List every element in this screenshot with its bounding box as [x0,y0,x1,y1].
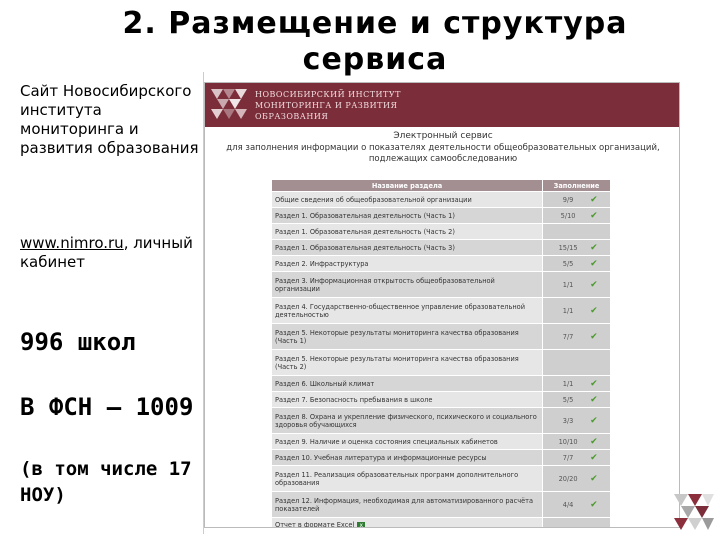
check-icon: ✔ [590,258,598,269]
check-icon: ✔ [590,452,598,463]
table-row[interactable] [272,192,611,208]
table-row[interactable] [272,350,611,376]
check-icon: ✔ [590,415,598,426]
table-row[interactable] [272,224,611,240]
table-row[interactable] [272,240,611,256]
slide-title: 2. Размещение и структура сервиса [122,6,628,77]
site-description: Сайт Новосибирского института мониторинга и развития образования [20,82,199,157]
section-name[interactable]: Раздел 12. Информация, необходимая для автоматизированного расчёта показателей [272,492,543,518]
org-name-line: ОБРАЗОВАНИЯ [255,112,329,121]
table-row[interactable] [272,392,611,408]
section-name[interactable]: Раздел 1. Образовательная деятельность (Часть 2) [272,224,543,240]
check-icon: ✔ [590,473,598,484]
check-icon: ✔ [590,279,598,290]
section-progress [543,192,611,208]
progress-value: 9/9 [562,195,574,204]
table-row[interactable] [272,298,611,324]
section-progress [543,492,611,518]
table-row[interactable] [272,450,611,466]
section-name[interactable]: Раздел 1. Образовательная деятельность (Часть 3) [272,240,543,256]
check-icon: ✔ [590,499,598,510]
section-name[interactable]: Раздел 9. Наличие и оценка состояния специальных кабинетов [272,434,543,450]
section-progress [543,408,611,434]
check-icon: ✔ [590,305,598,316]
check-icon: ✔ [590,194,598,205]
service-subtitle-line: для заполнения информации о показателях деятельности общеобразовательных организаций, [226,143,660,153]
progress-value: 5/5 [562,259,574,268]
section-name[interactable]: Раздел 1. Образовательная деятельность (Часть 1) [272,208,543,224]
section-name[interactable]: Раздел 2. Инфраструктура [272,256,543,272]
export-row [272,518,611,529]
section-progress [543,392,611,408]
table-row[interactable] [272,466,611,492]
table-row[interactable] [272,256,611,272]
table-row[interactable] [272,492,611,518]
schools-count: 996 школ [20,328,136,356]
link-suffix: , личный кабинет [20,234,193,271]
column-header-name: Название раздела [272,180,543,192]
progress-value: 15/15 [558,243,578,252]
section-progress [543,256,611,272]
section-progress [543,272,611,298]
site-link-block [20,234,200,272]
service-screenshot [204,82,680,528]
nou-note: (в том числе 17 НОУ) [20,458,192,506]
corner-logo-icon [672,490,716,536]
check-icon: ✔ [590,378,598,389]
check-icon: ✔ [590,331,598,342]
sections-table-body [272,192,611,529]
section-progress [543,350,611,376]
table-row[interactable] [272,408,611,434]
section-name[interactable]: Раздел 5. Некоторые результаты мониторинга качества образования (Часть 2) [272,350,543,376]
section-name[interactable]: Общие сведения об общеобразовательной организации [272,192,543,208]
check-icon: ✔ [590,394,598,405]
table-row[interactable] [272,376,611,392]
export-cell [272,518,543,529]
table-row[interactable] [272,272,611,298]
org-name-line: НОВОСИБИРСКИЙ ИНСТИТУТ [255,90,401,99]
check-icon: ✔ [590,210,598,221]
section-progress [543,466,611,492]
progress-value: 7/7 [562,332,574,341]
site-header [205,83,680,127]
export-blank-cell [543,518,611,529]
table-row[interactable] [272,324,611,350]
section-progress [543,376,611,392]
section-progress [543,208,611,224]
export-excel-link[interactable]: Отчет в формате Excel [275,521,355,528]
section-name[interactable]: Раздел 8. Охрана и укрепление физического, психического и социального здоровья обучающихся [272,408,543,434]
section-progress [543,224,611,240]
sidebar-panel [14,72,204,534]
service-subtitle [205,143,680,165]
org-name-line: МОНИТОРИНГА И РАЗВИТИЯ [255,101,398,110]
service-subtitle-line: подлежащих самообследованию [368,154,518,164]
org-name [255,89,401,122]
sections-table [271,179,611,528]
section-name[interactable]: Раздел 7. Безопасность пребывания в школе [272,392,543,408]
site-link[interactable]: www.nimro.ru [20,234,124,252]
check-icon: ✔ [590,242,598,253]
service-title: Электронный сервис [393,131,493,141]
section-name[interactable]: Раздел 4. Государственно-общественное управление образовательной деятельностью [272,298,543,324]
section-name[interactable]: Раздел 6. Школьный климат [272,376,543,392]
section-name[interactable]: Раздел 5. Некоторые результаты мониторинга качества образования (Часть 1) [272,324,543,350]
progress-value: 5/10 [560,211,576,220]
progress-value: 7/7 [562,453,574,462]
section-progress [543,298,611,324]
section-progress [543,434,611,450]
institute-logo-icon [209,87,251,125]
section-name[interactable]: Раздел 10. Учебная литература и информационные ресурсы [272,450,543,466]
progress-value: 1/1 [562,280,574,289]
section-progress [543,240,611,256]
progress-value: 4/4 [562,500,574,509]
section-name[interactable]: Раздел 11. Реализация образовательных программ дополнительного образования [272,466,543,492]
progress-value: 5/5 [562,395,574,404]
progress-value: 10/10 [558,437,578,446]
table-row[interactable] [272,208,611,224]
column-header-progress: Заполнение [543,180,611,192]
check-icon: ✔ [590,436,598,447]
section-progress [543,324,611,350]
fsn-count: В ФСН – 1009 [20,393,194,421]
table-row[interactable] [272,434,611,450]
progress-value: 3/3 [562,416,574,425]
section-name[interactable]: Раздел 3. Информационная открытость общеобразовательной организации [272,272,543,298]
excel-icon[interactable]: x [357,522,365,528]
progress-value: 20/20 [558,474,578,483]
progress-value: 1/1 [562,379,574,388]
section-progress [543,450,611,466]
progress-value: 1/1 [562,306,574,315]
